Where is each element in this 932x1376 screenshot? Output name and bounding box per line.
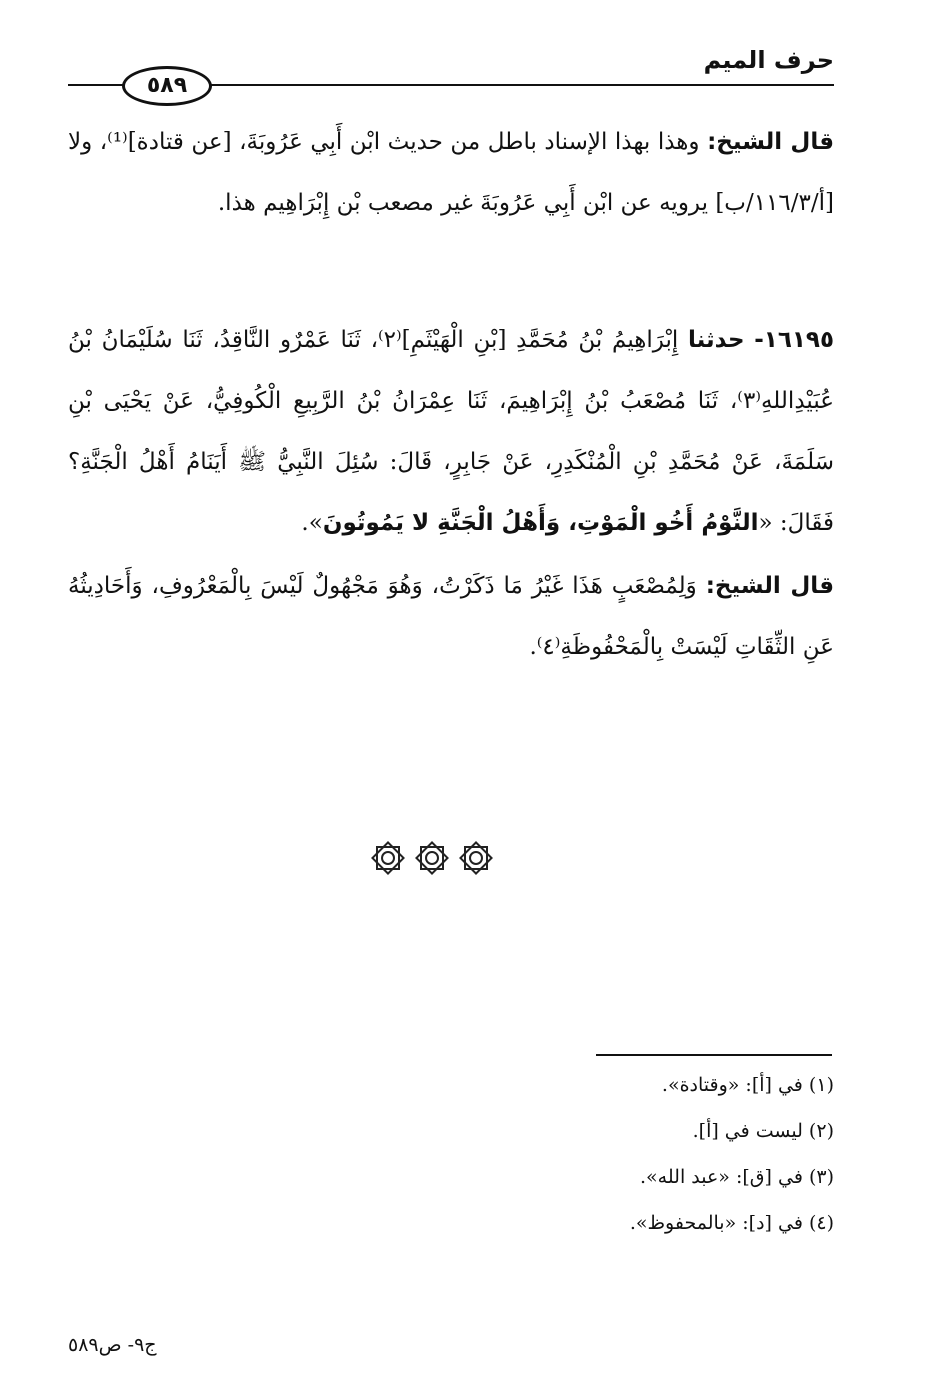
paragraph-text: وهذا بهذا الإسناد باطل من حديث ابْن أَبِي عَرُوبَةَ، [عن قتادة]⁽¹⁾، ولا [أ/١١٦/٣/ب] يرويه عن ابْن أَبِي عَرُوبَةَ غير مصعب بْن إِبْرَاهِيم هذا. — [68, 129, 834, 216]
paragraph-text: وَلِمُصْعَبٍ هَذَا غَيْرُ مَا ذَكَرْتُ، وَهُوَ مَجْهُولٌ لَيْسَ بِالْمَعْرُوفِ، وَأَحَادِيثُهُ عَنِ الثِّقَاتِ لَيْسَتْ بِالْمَحْفُوظَةِ⁽٤⁾. — [68, 573, 834, 660]
hadith-paragraph — [68, 310, 834, 554]
footnote-separator — [596, 1054, 832, 1056]
hadith-number: ١٦١٩٥- — [754, 327, 834, 353]
footnote-2: (٢) ليست في [أ]. — [692, 1120, 834, 1142]
chapter-title: حرف الميم — [703, 46, 834, 74]
volume-page-reference: ج٩- ص٥٨٩ — [68, 1334, 157, 1356]
paragraph-sheikh-comment-1 — [68, 112, 834, 234]
page-number-badge: ٥٨٩ — [122, 66, 212, 106]
footnote-1: (١) في [أ]: «وقتادة». — [661, 1074, 834, 1096]
footnote-4: (٤) في [د]: «بالمحفوظ». — [629, 1212, 834, 1234]
paragraph-sheikh-comment-2 — [68, 556, 834, 678]
quote-close: ». — [301, 510, 323, 536]
ornament-divider — [370, 840, 494, 876]
footnote-3: (٣) في [ق]: «عبد الله». — [640, 1166, 834, 1188]
sheikh-label: قال الشيخ: — [705, 573, 835, 599]
isnad-text: إِبْرَاهِيمُ بْنُ مُحَمَّدِ [بْنِ الْهَيْثَمِ]⁽٢⁾، ثَنَا عَمْرٌو النَّاقِدُ، ثَنَا سُلَيْمَانُ بْنُ عُبَيْدِاللهِ⁽٣⁾، ثَنَا مُصْعَبُ بْنُ إِبْرَاهِيمَ، ثَنَا عِمْرَانُ بْنُ الرَّبِيعِ الْكُوفِيُّ، عَنْ يَحْيَى بْنِ سَلَمَةَ، عَنْ مُحَمَّدِ بْنِ الْمُنْكَدِرِ، عَنْ جَابِرٍ، قَالَ: سُئِلَ النَّبِيُّ ﷺ أَيَنَامُ أَهْلُ الْجَنَّةِ؟ فَقَالَ: « — [68, 327, 834, 536]
sheikh-label: قال الشيخ: — [707, 129, 835, 155]
hadith-quote: النَّوْمُ أَخُو الْمَوْتِ، وَأَهْلُ الْجَنَّةِ لا يَمُوتُونَ — [322, 510, 759, 536]
haddathana-label: حدثنا — [688, 327, 745, 353]
